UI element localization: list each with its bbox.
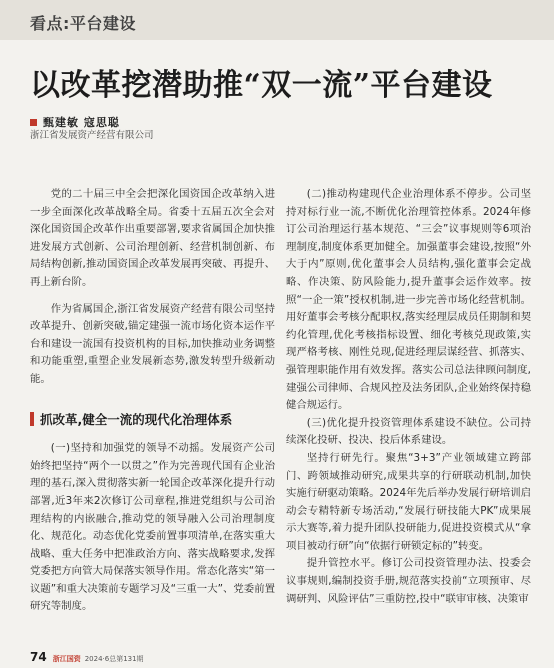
- paragraph: 作为省属国企,浙江省发展资产经营有限公司坚持改革提升、创新突破,锚定建强一流市场化资本运作平台和建设一流国有投资机构的目标,加快推动业务调整和功能重塑,重塑企业发展新态势,激发转型升级新动能。: [30, 302, 275, 385]
- page-number: 74: [30, 650, 47, 664]
- article-authors: 甄建敏 寇思聪: [43, 116, 120, 129]
- paragraph: (二)推动构建现代企业治理体系不停步。公司坚持对标行业一流,不断优化治理管控体系。2024年修订公司治理运行基本规范、“三会”议事规则等6项治理制度,制度体系更加健全。加强董事会建设,按照“外大于内”原则,优化董事会人员结构,强化董事会定战略、作决策、防风险能力,提升董事会运作效率。按照“一企一策”授权机制,进一步完善市场化经营机制。用好董事会考核分配职权,落实经理层成员任期制和契约化管理,优化考核指标设置、细化考核兑现政策,实现严格考核、刚性兑现,促进经理层谋经营、抓落实、强管理职能作用有效发挥。落实公司总法律顾问制度,建强公司律师、合规风控及法务团队,企业始终保持稳健合规运行。: [286, 188, 531, 412]
- section-subheading: [30, 411, 275, 429]
- magazine-name: 浙江国资: [52, 655, 81, 663]
- page-footer: [30, 650, 144, 664]
- right-column: [286, 186, 531, 608]
- paragraph: 提升管控水平。修订公司投资管理办法、投委会议事规则,编制投资手册,规范落实投前“立项预审、尽调研判、风险评估”三重防控,投中“联审审核、决策审: [286, 557, 531, 605]
- left-column: [30, 186, 275, 616]
- paragraph: (三)优化提升投资管理体系建设不缺位。公司持续深化投研、投决、投后体系建设。: [286, 416, 531, 447]
- issue-info: 2024·6总第131期: [84, 655, 144, 663]
- section-tag: 看点:平台建设: [30, 14, 136, 33]
- subheading-marker-icon: [30, 412, 34, 426]
- byline-marker-icon: [30, 119, 37, 126]
- paragraph: 坚持行研先行。聚焦“3+3”产业领域建立跨部门、跨领域推动研究,成果共享的行研联动机制,加快实施行研驱动策略。2024年先后举办发展行研培训启动会专精特新专场活动,“发展行研技能大PK”成果展示大赛等,着力提升团队投研能力,促进投资模式从“拿项目被动行研”向“依据行研锁定标的”转变。: [286, 451, 531, 552]
- paragraph: 党的二十届三中全会把深化国资国企改革纳入进一步全面深化改革战略全局。省委十五届五次全会对深化国资国企改革作出重要部署,要求省属国企加快推进发展方式创新、公司治理创新、经营机制创新、布局结构创新,推动国资国企改革发展再突破、再提升、再上新台阶。: [30, 188, 275, 288]
- subheading-text: 抓改革,健全一流的现代化治理体系: [40, 411, 233, 427]
- section-header-band: [0, 0, 554, 40]
- article-headline: 以改革挖潜助推“双一流”平台建设: [30, 68, 493, 103]
- paragraph: (一)坚持和加强党的领导不动摇。发展资产公司始终把坚持“两个一以贯之”作为完善现代国有企业治理的基石,深入贯彻落实新一轮国企改革深化提升行动部署,近3年来2次修订公司章程,推进党组织与公司治理结构的内嵌融合,推动党的领导融入公司治理制度化、规范化。动态优化党委前置事项清单,在落实重大战略、重大任务中把准政治方向、落实战略要求,发挥党委把方向管大局保落实领导作用。常态化落实“第一议题”和重大决策前专题学习及“三重一大”、党委前置研究等制度。: [30, 442, 275, 613]
- author-organization: 浙江省发展资产经营有限公司: [30, 130, 154, 141]
